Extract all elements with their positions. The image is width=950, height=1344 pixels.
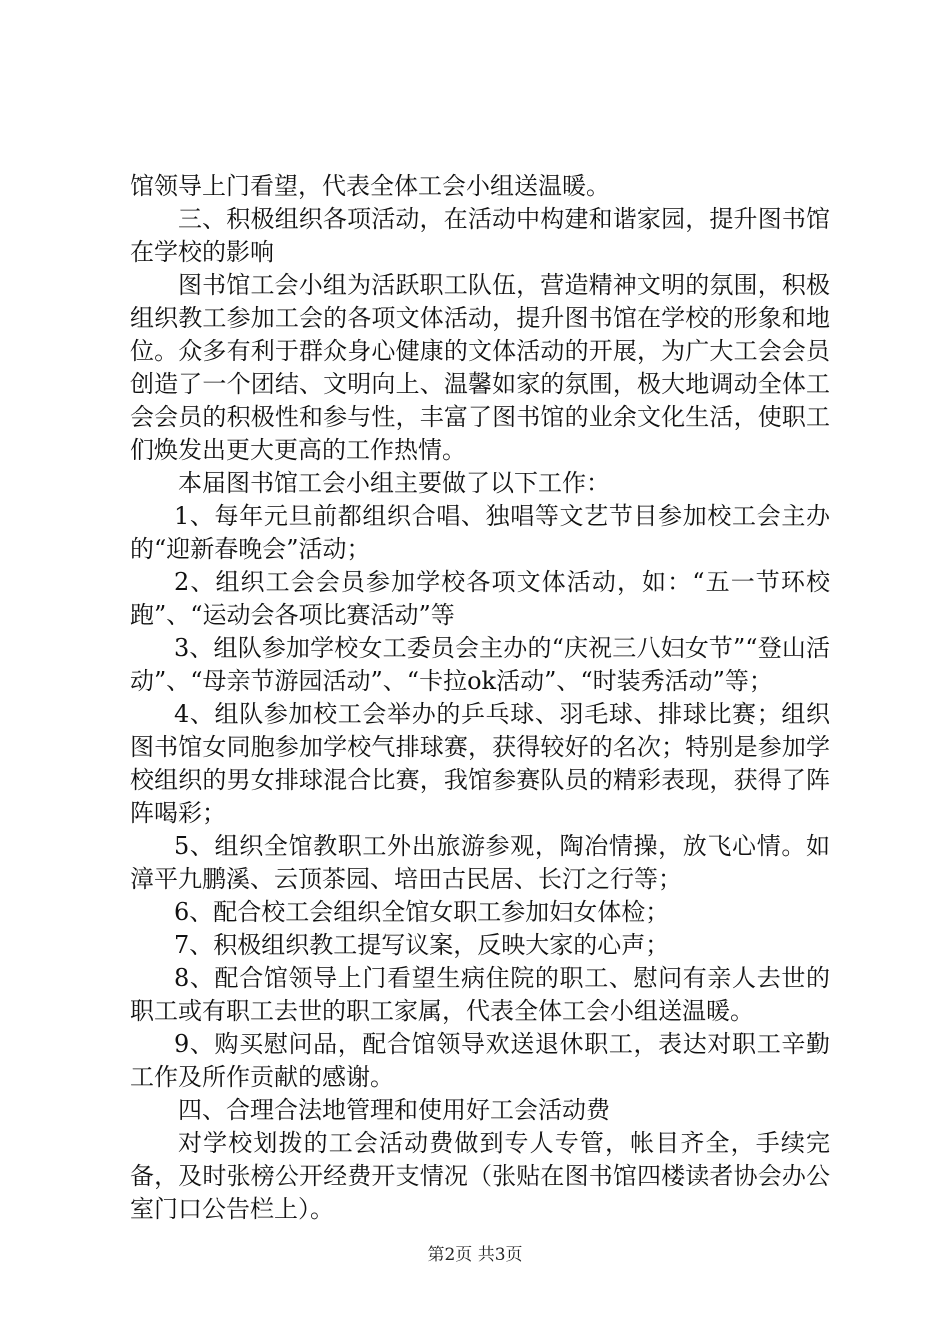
list-item: 4、组队参加校工会举办的乒乓球、羽毛球、排球比赛；组织图书馆女同胞参加学校气排球赛，获得较好的名次；特别是参加学校组织的男女排球混合比赛，我馆参赛队员的精彩表现，获得了阵阵喝彩； — [130, 700, 830, 827]
paragraph: 对学校划拨的工会活动费做到专人专管，帐目齐全，手续完备，及时张榜公开经费开支情况（张贴在图书馆四楼读者协会办公室门口公告栏上）。 — [130, 1129, 830, 1223]
list-item: 3、组队参加学校女工委员会主办的“庆祝三八妇女节”“登山活动”、“母亲节游园活动”、“卡拉ok活动”、“时装秀活动”等； — [130, 634, 830, 695]
list-item: 5、组织全馆教职工外出旅游参观，陶冶情操，放飞心情。如漳平九鹏溪、云顶茶园、培田古民居、长汀之行等； — [130, 832, 830, 893]
paragraph: 本届图书馆工会小组主要做了以下工作： — [178, 469, 610, 497]
list-item: 1、每年元旦前都组织合唱、独唱等文艺节目参加校工会主办的“迎新春晚会”活动； — [130, 502, 830, 563]
list-item: 8、配合馆领导上门看望生病住院的职工、慰问有亲人去世的职工或有职工去世的职工家属，代表全体工会小组送温暖。 — [130, 964, 830, 1025]
list-item: 6、配合校工会组织全馆女职工参加妇女体检； — [174, 898, 670, 926]
section-heading: 三、积极组织各项活动，在活动中构建和谐家园，提升图书馆在学校的影响 — [130, 205, 830, 266]
document-body — [130, 170, 830, 1226]
list-item: 9、购买慰问品，配合馆领导欢送退休职工，表达对职工辛勤工作及所作贡献的感谢。 — [130, 1030, 830, 1091]
section-heading: 四、合理合法地管理和使用好工会活动费 — [178, 1096, 610, 1124]
list-item: 7、积极组织教工提写议案，反映大家的心声； — [174, 931, 670, 959]
paragraph: 馆领导上门看望，代表全体工会小组送温暖。 — [130, 172, 610, 200]
list-item: 2、组织工会会员参加学校各项文体活动，如：“五一节环校跑”、“运动会各项比赛活动”等 — [130, 568, 830, 629]
page-number-footer: 第2页 共3页 — [427, 1245, 523, 1265]
paragraph: 图书馆工会小组为活跃职工队伍，营造精神文明的氛围，积极组织教工参加工会的各项文体活动，提升图书馆在学校的形象和地位。众多有利于群众身心健康的文体活动的开展，为广大工会会员创造了一个团结、文明向上、温馨如家的氛围，极大地调动全体工会会员的积极性和参与性，丰富了图书馆的业余文化生活，使职工们焕发出更大更高的工作热情。 — [130, 271, 830, 464]
